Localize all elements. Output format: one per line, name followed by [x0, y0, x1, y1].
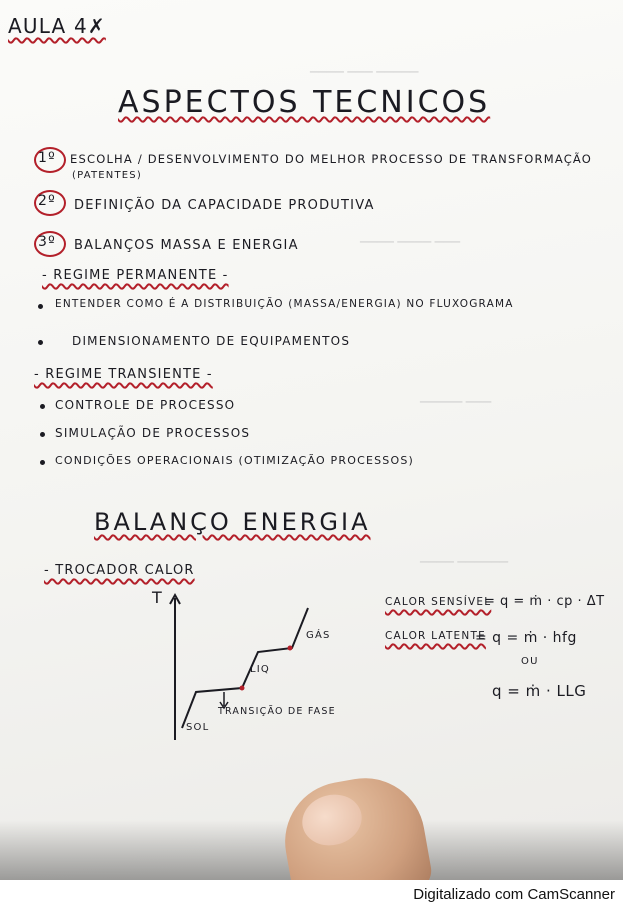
solid-label: SOL [186, 722, 210, 733]
latent-heat-eq: = q = ṁ · hfg [475, 630, 577, 646]
item-text: DEFINIÇÃO DA CAPACIDADE PRODUTIVA [74, 198, 375, 213]
sensible-heat-label: CALOR SENSÍVEL [385, 596, 492, 608]
item-subtext: (PATENTES) [72, 170, 142, 181]
section-title: BALANÇO ENERGIA [94, 508, 371, 536]
bleed-through-text: ▁▁▁▁ ▁▁▁▁▁▁ [420, 550, 509, 563]
bleed-through-text: ▁▁▁▁▁ ▁▁▁ [420, 390, 492, 403]
bullet-dot [40, 404, 45, 409]
bullet-dot [40, 432, 45, 437]
axis-arrow [170, 595, 180, 604]
subsection-heading: - TROCADOR CALOR [44, 563, 195, 578]
section-heading: - REGIME TRANSIENTE - [34, 367, 213, 382]
item-text: ESCOLHA / DESENVOLVIMENTO DO MELHOR PROCESSO DE TRANSFORMAÇÃO [70, 152, 593, 166]
lesson-number: AULA 4✗ [8, 14, 106, 38]
bullet-text: CONTROLE DE PROCESSO [55, 398, 236, 412]
bullet-text: CONDIÇÕES OPERACIONAIS (OTIMIZAÇÃO PROCESSOS) [55, 454, 415, 467]
bleed-through-text: ▁▁▁▁ ▁▁▁▁ ▁▁▁ [360, 230, 461, 243]
transition-label: TRANSIÇÃO DE FASE [218, 706, 336, 717]
bullet-dot [38, 304, 43, 309]
section-heading: - REGIME PERMANENTE - [42, 268, 229, 283]
gas-label: GÁS [306, 630, 331, 641]
scanner-watermark: Digitalizado com CamScanner [413, 886, 615, 903]
sensible-heat-eq: = q = ṁ · cp · ΔT [484, 594, 605, 609]
bleed-through-text: ▁▁▁▁ ▁▁▁ ▁▁▁▁▁ [310, 60, 419, 73]
bullet-text: DIMENSIONAMENTO DE EQUIPAMENTOS [72, 334, 351, 348]
transition-point [288, 646, 293, 651]
item-number: 1º [38, 150, 56, 166]
latent-heat-label: CALOR LATENTE [385, 630, 486, 642]
axis-label: T [152, 588, 163, 607]
transition-point [240, 686, 245, 691]
item-number: 3º [38, 234, 56, 250]
bullet-text: SIMULAÇÃO DE PROCESSOS [55, 426, 251, 440]
or-label: OU [521, 656, 539, 667]
page-title: ASPECTOS TECNICOS [118, 85, 491, 120]
item-text: BALANÇOS MASSA E ENERGIA [74, 238, 299, 253]
bullet-dot [40, 460, 45, 465]
bullet-text: ENTENDER COMO É A DISTRIBUIÇÃO (MASSA/ENERGIA) NO FLUXOGRAMA [55, 298, 514, 310]
alt-latent-eq: q = ṁ · LLG [492, 682, 587, 700]
item-number: 2º [38, 193, 56, 209]
scanner-footer [0, 880, 623, 919]
liquid-label: LIQ [250, 664, 270, 675]
bullet-dot [38, 340, 43, 345]
